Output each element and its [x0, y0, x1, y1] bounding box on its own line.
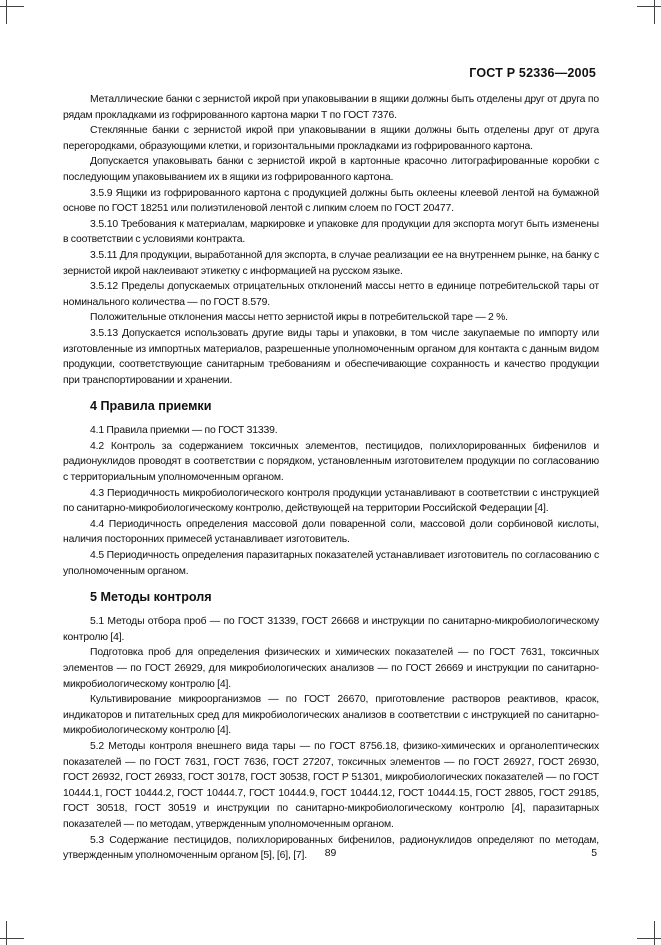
section-5-heading: 5 Методы контроля — [90, 590, 212, 605]
paragraph: 4.5 Периодичность определения паразитарных показателей устанавливает изготовитель по согласованию с уполномоченным органом. — [63, 550, 599, 577]
paragraph: 3.5.10 Требования к материалам, маркировке и упаковке для продукции для экспорта могут быть изменены в соответствии с условиями контракта. — [63, 218, 599, 246]
crop-mark-top-left — [6, 0, 7, 24]
paragraph: 3.5.12 Пределы допускаемых отрицательных отклонений массы нетто в единице потребительской тары от номинального количества — по ГОСТ 8.579. — [63, 281, 599, 308]
crop-mark-bottom-right — [637, 938, 661, 939]
paragraph: 5.3 Содержание пестицидов, полихлорированных бифенилов, радионуклидов определяют по методам, утвержденным уполномоченным органом [5], [6], [7]. — [63, 834, 599, 862]
paragraph: Культивирование микроорганизмов — по ГОСТ 26670, приготовление растворов реактивов, красок, индикаторов и питательных сред для микробиологических анализов в соответствии с инструкцией по санитарно-микробиологическому контролю [4]. — [63, 694, 599, 737]
paragraph: 4.1 Правила приемки — по ГОСТ 31339. — [90, 425, 278, 437]
paragraph: 4.2 Контроль за содержанием токсичных элементов, пестицидов, полихлорированных бифенилов и радионуклидов проводят в соответствии с порядком, установленным изготовителем продукции по согласованию с территориальным уполномоченным органом. — [63, 440, 599, 484]
paragraph: 4.4 Периодичность определения массовой доли поваренной соли, массовой доли сорбиновой кислоты, наличия посторонних примесей устанавливает изготовитель. — [63, 518, 599, 546]
paragraph: Стеклянные банки с зернистой икрой при упаковывании в ящики должны быть отделены друг от друга перегородками, образующими клетки, и горизонтальными прокладками из гофрированного картона. — [63, 125, 599, 152]
crop-mark-top-left — [0, 6, 24, 7]
page-number-center: 89 — [324, 848, 337, 859]
crop-mark-bottom-right — [654, 921, 655, 945]
paragraph: Металлические банки с зернистой икрой при упаковывании в ящики должны быть отделены друг от друга по рядам прокладками из гофрированного картона марки Т по ГОСТ 7376. — [63, 94, 599, 121]
paragraph: 4.3 Периодичность микробиологического контроля продукции устанавливают в соответствии с инструкцией по санитарно-микробиологическому контролю, действующей на территории Российской Федерации [4]. — [63, 487, 599, 515]
page-number-right: 5 — [591, 848, 597, 859]
paragraph: Подготовка проб для определения физических и химических показателей — по ГОСТ 7631, токсичных элементов — по ГОСТ 26929, для микробиологических анализов — по ГОСТ 26669 и инструкции по санитарно-микробиологическому контролю [4]. — [63, 647, 599, 690]
crop-mark-bottom-left — [6, 921, 7, 945]
paragraph: 3.5.13 Допускается использовать другие виды тары и упаковки, в том числе закупаемые по импорту или изготовленные из импортных материалов, разрешенные уполномоченным органом для контакта с данным видом продукции, соответствующие санитарным требованиям и обеспечивающие сохранность и качество продукции при транспортировании и хранении. — [63, 327, 599, 386]
crop-mark-top-right — [637, 6, 661, 7]
paragraph: Положительные отклонения массы нетто зернистой икры в потребительской таре — 2 %. — [90, 312, 508, 324]
section-4-heading: 4 Правила приемки — [90, 399, 212, 414]
paragraph: Допускается упаковывать банки с зернистой икрой в картонные красочно литографированные коробки с последующим упаковыванием их в ящики из гофрированного картона. — [63, 156, 599, 183]
crop-mark-bottom-left — [0, 938, 24, 939]
paragraph: 5.2 Методы контроля внешнего вида тары — по ГОСТ 8756.18, физико-химических и органолептических показателей — по ГОСТ 7631, ГОСТ 7636, ГОСТ 27207, токсичных элементов — по ГОСТ 26927, ГОСТ 26930, ГОСТ 26932, ГОСТ 26933, ГОСТ 30178, ГОСТ 30538, ГОСТ Р 51301, микробиологических показателей — по ГОСТ 10444.1, ГОСТ 10444.2, ГОСТ 10444.7, ГОСТ 10444.9, ГОСТ 10444.12, ГОСТ 10444.15, ГОСТ 28805, ГОСТ 29185, ГОСТ 30518, ГОСТ 30519 и инструкции по санитарно-микробиологическому контролю [4], паразитарных показателей — по методам, утвержденным уполномоченным органом. — [63, 740, 599, 830]
standard-header: ГОСТ Р 52336—2005 — [469, 66, 596, 80]
paragraph: 3.5.11 Для продукции, выработанной для экспорта, в случае реализации ее на внутреннем рынке, на банку с зернистой икрой наклеивают этикетку с информацией на русском языке. — [63, 249, 599, 277]
document-body — [63, 92, 599, 864]
paragraph: 5.1 Методы отбора проб — по ГОСТ 31339, ГОСТ 26668 и инструкции по санитарно-микробиологическому контролю [4]. — [63, 616, 599, 643]
crop-mark-top-right — [654, 0, 655, 24]
paragraph: 3.5.9 Ящики из гофрированного картона с продукцией должны быть оклеены клеевой лентой на бумажной основе по ГОСТ 18251 или полиэтиленовой лентой с липким слоем по ГОСТ 20477. — [63, 187, 599, 215]
